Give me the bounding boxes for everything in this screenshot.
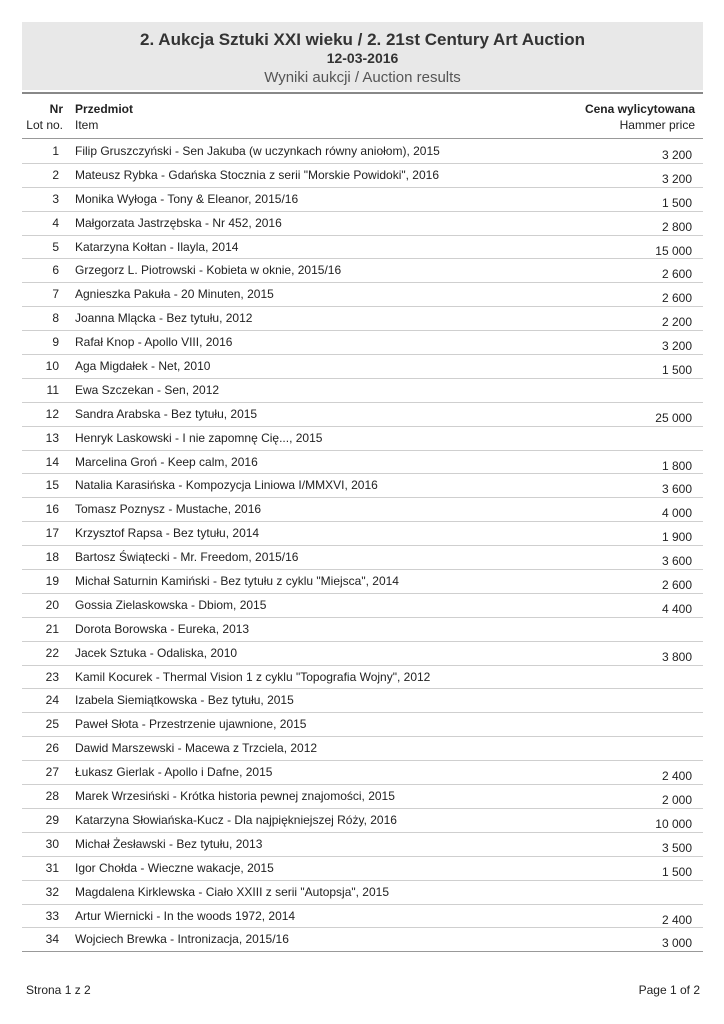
lot-number: 26 — [45, 741, 59, 756]
lot-number: 3 — [52, 191, 59, 206]
item-description: Dorota Borowska - Eureka, 2013 — [75, 621, 250, 636]
hammer-price: 3 000 — [661, 936, 692, 951]
item-description: Michał Saturnin Kamiński - Bez tytułu z cyklu "Miejsca", 2014 — [75, 574, 399, 589]
hammer-price: 4 400 — [661, 601, 692, 616]
item-description: Filip Gruszczyński - Sen Jakuba (w uczynkach równy aniołom), 2015 — [75, 144, 440, 158]
hammer-price: 1 500 — [661, 864, 692, 879]
lot-number: 9 — [52, 335, 59, 350]
table-row — [22, 857, 703, 881]
item-description: Agnieszka Pakuła - 20 Minuten, 2015 — [75, 287, 274, 302]
item-description: Michał Żesławski - Bez tytułu, 2013 — [75, 836, 263, 851]
table-row — [22, 522, 703, 546]
lot-number: 1 — [52, 144, 59, 158]
table-row — [22, 809, 703, 833]
auction-subtitle: Wyniki aukcji / Auction results — [264, 69, 461, 86]
lot-number: 4 — [52, 215, 59, 230]
hammer-price: 15 000 — [655, 243, 692, 258]
lot-number: 8 — [52, 311, 59, 326]
lot-number: 11 — [46, 382, 59, 397]
hammer-price: 3 200 — [661, 171, 692, 186]
lot-number: 34 — [45, 932, 59, 947]
lot-number: 10 — [45, 359, 59, 374]
lot-number: 23 — [45, 669, 59, 684]
table-row — [22, 905, 703, 929]
table-row — [22, 212, 703, 236]
lot-number: 16 — [45, 502, 59, 517]
hammer-price: 3 600 — [661, 482, 692, 497]
lot-number: 28 — [45, 789, 59, 804]
item-description: Magdalena Kirklewska - Ciało XXIII z serii "Autopsja", 2015 — [75, 884, 389, 899]
column-price-en: Hammer price — [619, 118, 695, 132]
lot-number: 6 — [52, 263, 59, 278]
hammer-price: 2 800 — [661, 219, 692, 234]
item-description: Aga Migdałek - Net, 2010 — [75, 359, 211, 374]
results-table — [22, 140, 703, 952]
column-lot-number — [22, 101, 63, 133]
column-item-en: Item — [75, 118, 99, 132]
column-price-pl: Cena wylicytowana — [584, 102, 695, 116]
lot-number: 25 — [45, 717, 59, 732]
hammer-price: 2 000 — [661, 793, 692, 808]
table-row — [22, 307, 703, 331]
document-header — [22, 22, 703, 90]
table-row — [22, 737, 703, 761]
table-row — [22, 546, 703, 570]
lot-number: 7 — [52, 287, 59, 302]
item-description: Monika Wyłoga - Tony & Eleanor, 2015/16 — [75, 191, 299, 206]
hammer-price: 25 000 — [655, 410, 692, 425]
lot-number: 31 — [45, 860, 59, 875]
item-description: Sandra Arabska - Bez tytułu, 2015 — [75, 406, 258, 421]
hammer-price: 2 600 — [661, 267, 692, 282]
table-row — [22, 642, 703, 666]
item-description: Izabela Siemiątkowska - Bez tytułu, 2015 — [75, 693, 294, 708]
auction-date: 12-03-2016 — [326, 50, 399, 66]
lot-number: 14 — [45, 454, 59, 469]
item-description: Katarzyna Kołtan - Ilayla, 2014 — [75, 239, 239, 254]
table-row — [22, 259, 703, 283]
table-row — [22, 570, 703, 594]
lot-number: 15 — [45, 478, 59, 493]
hammer-price: 2 200 — [661, 315, 692, 330]
hammer-price: 1 500 — [661, 363, 692, 378]
lot-number: 20 — [45, 597, 59, 612]
table-row — [22, 928, 703, 952]
lot-number: 19 — [45, 574, 59, 589]
item-description: Joanna Mlącka - Bez tytułu, 2012 — [75, 311, 253, 326]
item-description: Grzegorz L. Piotrowski - Kobieta w oknie, 2015/16 — [75, 263, 342, 278]
item-description: Marek Wrzesiński - Krótka historia pewnej znajomości, 2015 — [75, 789, 395, 804]
item-description: Tomasz Poznysz - Mustache, 2016 — [75, 502, 262, 517]
hammer-price: 3 200 — [661, 339, 692, 354]
table-row — [22, 379, 703, 403]
table-row — [22, 761, 703, 785]
column-lot-number-en: Lot no. — [26, 118, 63, 132]
lot-number: 33 — [45, 908, 59, 923]
item-description: Natalia Karasińska - Kompozycja Liniowa I/MMXVI, 2016 — [75, 478, 378, 493]
item-description: Krzysztof Rapsa - Bez tytułu, 2014 — [75, 526, 260, 541]
footer-page-en: Page 1 of 2 — [638, 983, 700, 997]
hammer-price: 4 000 — [661, 506, 692, 521]
hammer-price: 3 200 — [661, 148, 692, 162]
item-description: Kamil Kocurek - Thermal Vision 1 z cyklu "Topografia Wojny", 2012 — [75, 669, 431, 684]
table-row — [22, 594, 703, 618]
table-row — [22, 474, 703, 498]
item-description: Ewa Szczekan - Sen, 2012 — [75, 382, 220, 397]
item-description: Marcelina Groń - Keep calm, 2016 — [75, 454, 258, 469]
table-row — [22, 188, 703, 212]
lot-number: 21 — [45, 621, 59, 636]
item-description: Łukasz Gierlak - Apollo i Dafne, 2015 — [75, 765, 273, 780]
table-row — [22, 498, 703, 522]
lot-number: 27 — [45, 765, 59, 780]
lot-number: 2 — [52, 167, 59, 182]
table-header — [22, 92, 703, 139]
column-item — [75, 101, 133, 133]
table-row — [22, 164, 703, 188]
item-description: Rafał Knop - Apollo VIII, 2016 — [75, 335, 233, 350]
table-row — [22, 140, 703, 164]
item-description: Gossia Zielaskowska - Dbiom, 2015 — [75, 597, 267, 612]
lot-number: 17 — [45, 526, 59, 541]
table-row — [22, 618, 703, 642]
item-description: Henryk Laskowski - I nie zapomnę Cię..., 2015 — [75, 430, 323, 445]
item-description: Bartosz Świątecki - Mr. Freedom, 2015/16 — [75, 550, 299, 565]
column-hammer-price — [585, 101, 695, 133]
lot-number: 30 — [45, 836, 59, 851]
hammer-price: 1 800 — [661, 458, 692, 473]
item-description: Igor Chołda - Wieczne wakacje, 2015 — [75, 860, 274, 875]
item-description: Wojciech Brewka - Intronizacja, 2015/16 — [75, 932, 289, 947]
hammer-price: 3 800 — [661, 649, 692, 664]
hammer-price: 3 600 — [661, 554, 692, 569]
table-row — [22, 785, 703, 809]
hammer-price: 2 600 — [661, 578, 692, 593]
item-description: Mateusz Rybka - Gdańska Stocznia z serii "Morskie Powidoki", 2016 — [75, 167, 440, 182]
table-row — [22, 451, 703, 475]
table-row — [22, 881, 703, 905]
hammer-price: 2 400 — [661, 912, 692, 927]
lot-number: 12 — [45, 406, 59, 421]
lot-number: 29 — [45, 812, 59, 827]
lot-number: 22 — [45, 645, 59, 660]
table-row — [22, 403, 703, 427]
item-description: Paweł Słota - Przestrzenie ujawnione, 2015 — [75, 717, 307, 732]
hammer-price: 10 000 — [655, 816, 692, 831]
table-row — [22, 283, 703, 307]
hammer-price: 1 500 — [661, 195, 692, 210]
table-row — [22, 331, 703, 355]
table-row — [22, 427, 703, 451]
table-row — [22, 689, 703, 713]
column-item-pl: Przedmiot — [75, 102, 134, 116]
item-description: Katarzyna Słowiańska-Kucz - Dla najpiękniejszej Róży, 2016 — [75, 812, 397, 827]
table-row — [22, 713, 703, 737]
auction-title: 2. Aukcja Sztuki XXI wieku / 2. 21st Century Art Auction — [140, 30, 585, 49]
item-description: Małgorzata Jastrzębska - Nr 452, 2016 — [75, 215, 282, 230]
table-row — [22, 666, 703, 690]
lot-number: 18 — [45, 550, 59, 565]
item-description: Dawid Marszewski - Macewa z Trzciela, 2012 — [75, 741, 318, 756]
table-row — [22, 355, 703, 379]
table-row — [22, 236, 703, 260]
lot-number: 24 — [45, 693, 59, 708]
column-lot-number-pl: Nr — [49, 102, 63, 116]
item-description: Artur Wiernicki - In the woods 1972, 2014 — [75, 908, 296, 923]
hammer-price: 1 900 — [661, 530, 692, 545]
lot-number: 32 — [45, 884, 59, 899]
hammer-price: 3 500 — [661, 840, 692, 855]
footer-page-pl: Strona 1 z 2 — [26, 983, 91, 997]
hammer-price: 2 400 — [661, 769, 692, 784]
table-row — [22, 833, 703, 857]
hammer-price: 2 600 — [661, 291, 692, 306]
item-description: Jacek Sztuka - Odaliska, 2010 — [75, 645, 238, 660]
lot-number: 5 — [52, 239, 59, 254]
lot-number: 13 — [45, 430, 59, 445]
